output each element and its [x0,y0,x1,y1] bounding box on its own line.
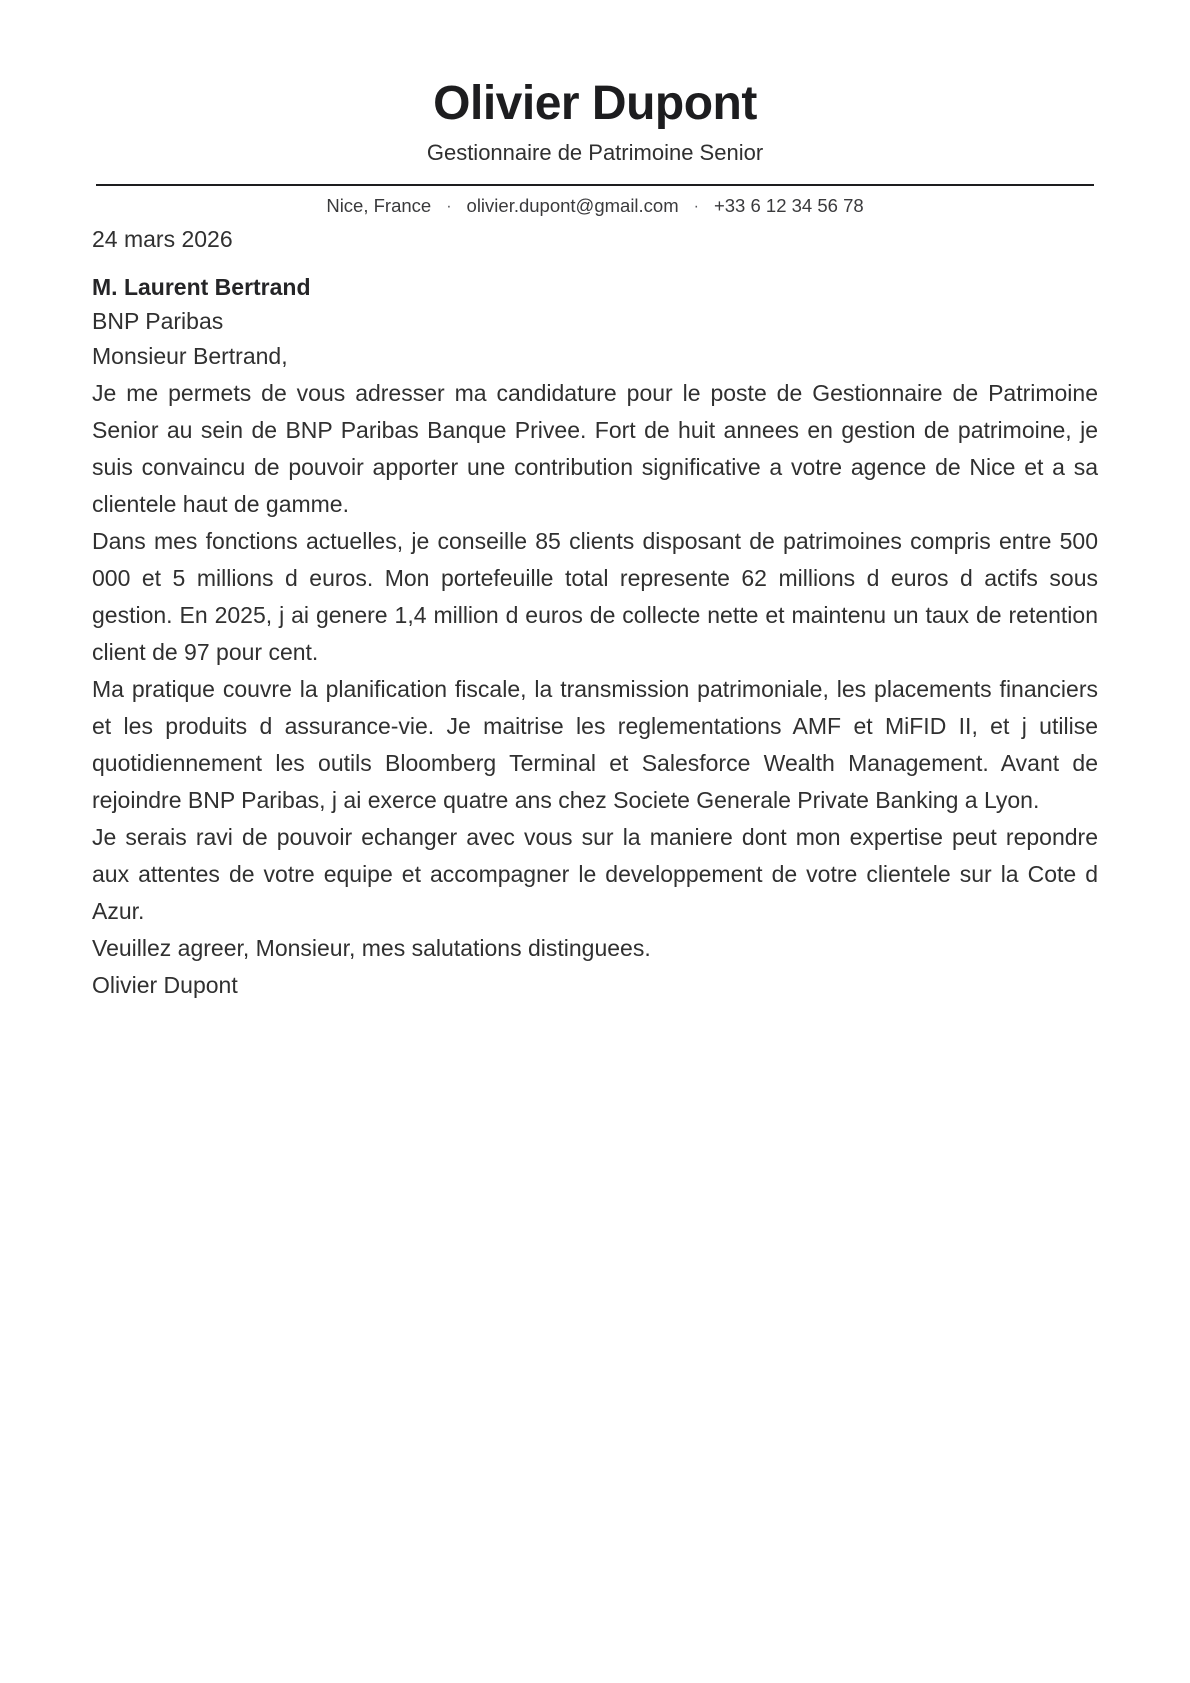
letter-date: 24 mars 2026 [92,226,233,253]
recipient-block [92,270,1098,338]
contact-separator-dot: · [693,198,699,216]
contact-email: olivier.dupont@gmail.com [466,195,679,217]
applicant-job-title: Gestionnaire de Patrimoine Senior [426,140,764,166]
applicant-name: Olivier Dupont [433,77,757,130]
contact-location: Nice, France [326,195,432,217]
paragraph-2: Dans mes fonctions actuelles, je conseille 85 clients disposant de patrimoines compris entre 500 000 et 5 millions d euros. Mon portefeuille total represente 62 millions d euros d actifs sous gestion. En 2025, j ai genere 1,4 million d euros de collecte nette et maintenu un taux de retention client de 97 pour cent. [92,528,1098,666]
recipient-name: M. Laurent Bertrand [92,274,311,301]
salutation: Monsieur Bertrand, [92,343,288,370]
contact-phone: +33 6 12 34 56 78 [713,195,864,217]
closing-line: Veuillez agreer, Monsieur, mes salutations distinguees. [92,935,651,962]
contact-separator-dot: · [446,198,452,216]
paragraph-4: Je serais ravi de pouvoir echanger avec vous sur la maniere dont mon expertise peut repondre aux attentes de votre equipe et accompagner le developpement de votre clientele sur la Cote d Azur. [92,824,1098,925]
letter-body [92,221,1098,1004]
recipient-company: BNP Paribas [92,308,224,335]
letter-header [92,0,1098,221]
paragraph-1: Je me permets de vous adresser ma candidature pour le poste de Gestionnaire de Patrimoine Senior au sein de BNP Paribas Banque Privee. Fort de huit annees en gestion de patrimoine, je suis convaincu de pouvoir apporter une contribution significative a votre agence de Nice et a sa clientele haut de gamme. [92,380,1098,518]
paragraph-3: Ma pratique couvre la planification fiscale, la transmission patrimoniale, les placements financiers et les produits d assurance-vie. Je maitrise les reglementations AMF et MiFID II, et j utilise quotidiennement les outils Bloomberg Terminal et Salesforce Wealth Management. Avant de rejoindre BNP Paribas, j ai exerce quatre ans chez Societe Generale Private Banking a Lyon. [92,676,1098,814]
header-divider [96,184,1094,186]
contact-line [92,192,1098,221]
signature-name: Olivier Dupont [92,972,238,999]
